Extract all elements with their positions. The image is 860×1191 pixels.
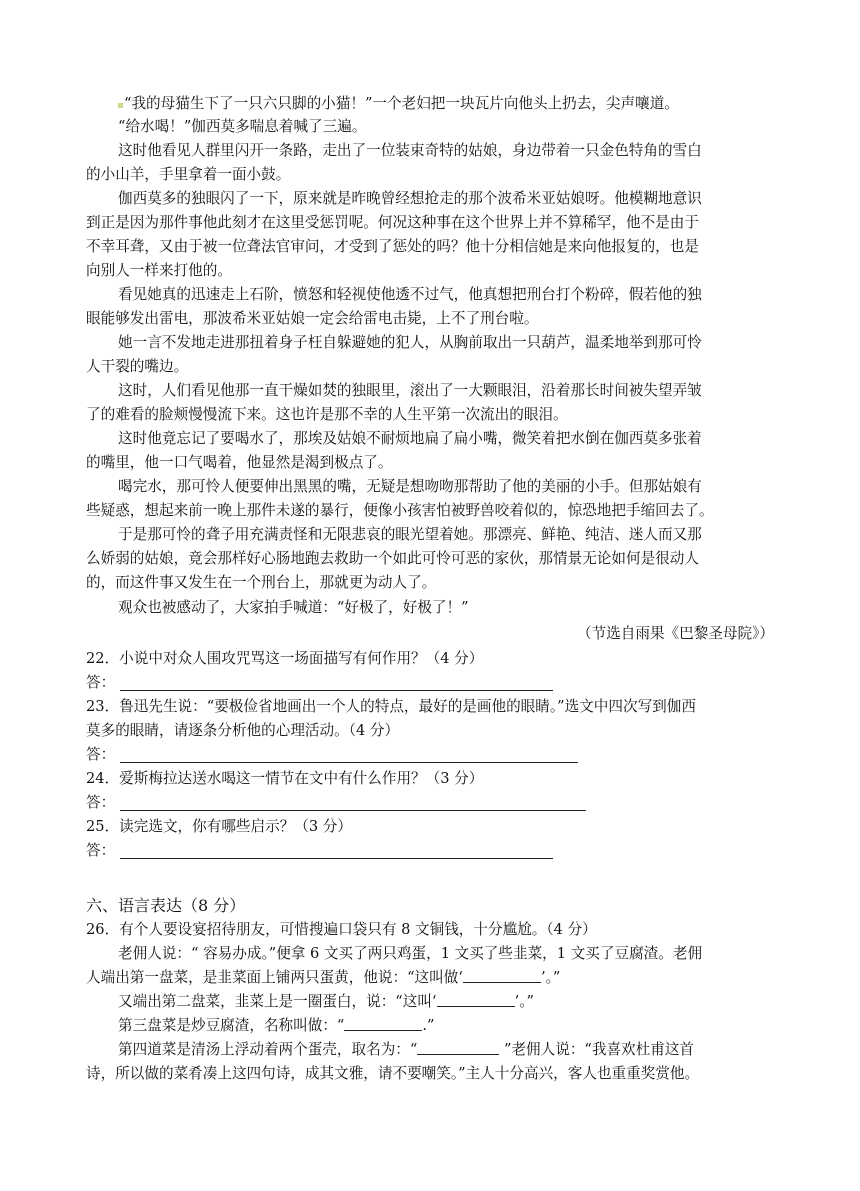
passage-line-16: 的嘴里，他一口气喝着，他显然是渴到极点了。 <box>86 454 393 471</box>
passage-line-22: 观众也被感动了，大家拍手喊道：“好极了，好极了！” <box>118 599 469 616</box>
question-24: 24．爱斯梅拉达送水喝这一情节在文中有什么作用？（3 分） <box>86 770 484 787</box>
answer-line-23[interactable] <box>120 762 578 763</box>
answer-label-25: 答： <box>86 842 116 859</box>
passage-line-9: 看见她真的迅速走上石阶，愤怒和轻视使他透不过气，他真想把刑台打个粉碎，假若他的独 <box>118 286 702 303</box>
passage-line-1: “我的母猫生下了一只六只脚的小猫！”一个老妇把一块瓦片向他头上扔去，尖声嚷道。 <box>118 94 679 114</box>
passage-line-21: 的，而这件事又发生在一个刑台上，那就更为动人了。 <box>86 574 437 591</box>
passage-line-11: 她一言不发地走进那扭着身子枉自躲避她的犯人，从胸前取出一只葫芦，温柔地举到那可怜 <box>118 334 702 351</box>
passage-line-12: 人干裂的嘴边。 <box>86 358 189 375</box>
passage-line-10: 眼能够发出雷电，那波希米亚姑娘一定会给雷电击毙，上不了刑台啦。 <box>86 310 539 327</box>
question-26: 26．有个人要设宴招待朋友，可惜搜遍口袋只有 8 文铜钱，十分尴尬。（4 分） <box>86 921 597 938</box>
question-23-line-2: 莫多的眼睛，请逐条分析他的心理活动。（4 分） <box>86 722 400 739</box>
q26-paragraph-1-line-1: 老佣人说：“ 容易办成。”便拿 6 文买了两只鸡蛋，1 文买了些韭菜，1 文买了豆腐渣。老佣 <box>118 945 703 962</box>
q26-paragraph-3: 第三盘菜是炒豆腐渣，名称叫做：“ .” <box>118 1017 435 1034</box>
answer-label-22: 答： <box>86 674 116 691</box>
blank-1[interactable] <box>463 968 541 983</box>
passage-line-18: 些疑惑，想起来前一晚上那件未遂的暴行，便像小孩害怕被野兽咬着似的，惊恐地把手缩回去了。 <box>86 502 714 519</box>
passage-line-5: 伽西莫多的独眼闪了一下，原来就是昨晚曾经想抢走的那个波希米亚姑娘呀。他模糊地意识 <box>118 190 702 207</box>
q26-paragraph-2: 又端出第二盘菜，韭菜上是一圈蛋白，说：“这叫‘ ’。” <box>118 993 534 1010</box>
highlight-mark <box>118 103 123 108</box>
passage-line-14: 了的难看的脸颊慢慢流下来。这也许是那不幸的人生平第一次流出的眼泪。 <box>86 406 568 423</box>
question-23-line-1: 23．鲁迅先生说：“要极俭省地画出一个人的特点，最好的是画他的眼睛。”选文中四次写到伽西 <box>86 698 696 715</box>
passage-line-19: 于是那可怜的聋子用充满责怪和无限悲哀的眼光望着她。那漂亮、鲜艳、纯洁、迷人而又那 <box>118 526 702 543</box>
passage-line-7: 不幸耳聋，又由于被一位聋法官审问，才受到了惩处的吗？他十分相信她是来向他报复的，也是 <box>86 238 699 255</box>
blank-2[interactable] <box>437 992 515 1007</box>
passage-line-2: “给水喝！”伽西莫多喘息着喊了三遍。 <box>118 118 367 135</box>
blank-3[interactable] <box>344 1016 422 1031</box>
answer-line-22[interactable] <box>120 690 553 691</box>
passage-line-3: 这时他看见人群里闪开一条路，走出了一位装束奇特的姑娘，身边带着一只金色特角的雪白 <box>118 142 702 159</box>
q26-paragraph-4-line-1: 第四道菜是清汤上浮动着两个蛋壳，取名为：“ ”老佣人说：“我喜欢杜甫这首 <box>118 1041 695 1058</box>
passage-line-20: 么娇弱的姑娘，竟会那样好心肠地跑去救助一个如此可怜可恶的家伙，那情景无论如何是很动人 <box>86 550 699 567</box>
passage-line-13: 这时，人们看见他那一直干燥如焚的独眼里，滚出了一大颗眼泪，沿着那长时间被失望弄皱 <box>118 382 702 399</box>
question-22: 22．小说中对众人围攻咒骂这一场面描写有何作用？（4 分） <box>86 650 484 667</box>
q26-paragraph-4-line-2: 诗，所以做的菜肴凑上这四句诗，成其文雅，请不要嘲笑。”主人十分高兴，客人也重重奖赏他。 <box>86 1065 700 1082</box>
answer-line-25[interactable] <box>120 858 553 859</box>
passage-line-6: 到正是因为那件事他此刻才在这里受惩罚呢。何况这种事在这个世界上并不算稀罕，他不是由于 <box>86 214 699 231</box>
passage-line-15: 这时他竟忘记了要喝水了，那埃及姑娘不耐烦地扁了扁小嘴，微笑着把水倒在伽西莫多张着 <box>118 430 702 447</box>
answer-label-23: 答： <box>86 746 116 763</box>
answer-line-24[interactable] <box>120 810 586 811</box>
section-6-heading: 六、语言表达（8 分） <box>86 896 246 915</box>
passage-line-8: 向别人一样来打他的。 <box>86 262 232 279</box>
passage-source: （节选自雨果《巴黎圣母院》） <box>576 625 774 642</box>
blank-4[interactable] <box>417 1040 499 1055</box>
passage-line-4: 的小山羊，手里拿着一面小鼓。 <box>86 166 291 183</box>
answer-label-24: 答： <box>86 794 116 811</box>
question-25: 25．读完选文，你有哪些启示？（3 分） <box>86 818 352 835</box>
q26-paragraph-1-line-2: 人端出第一盘菜，是韭菜面上铺两只蛋黄，他说：“这叫做‘ ’。” <box>86 969 561 986</box>
passage-line-17: 喝完水，那可怜人便要伸出黑黑的嘴，无疑是想吻吻那帮助了他的美丽的小手。但那姑娘有 <box>118 478 702 495</box>
